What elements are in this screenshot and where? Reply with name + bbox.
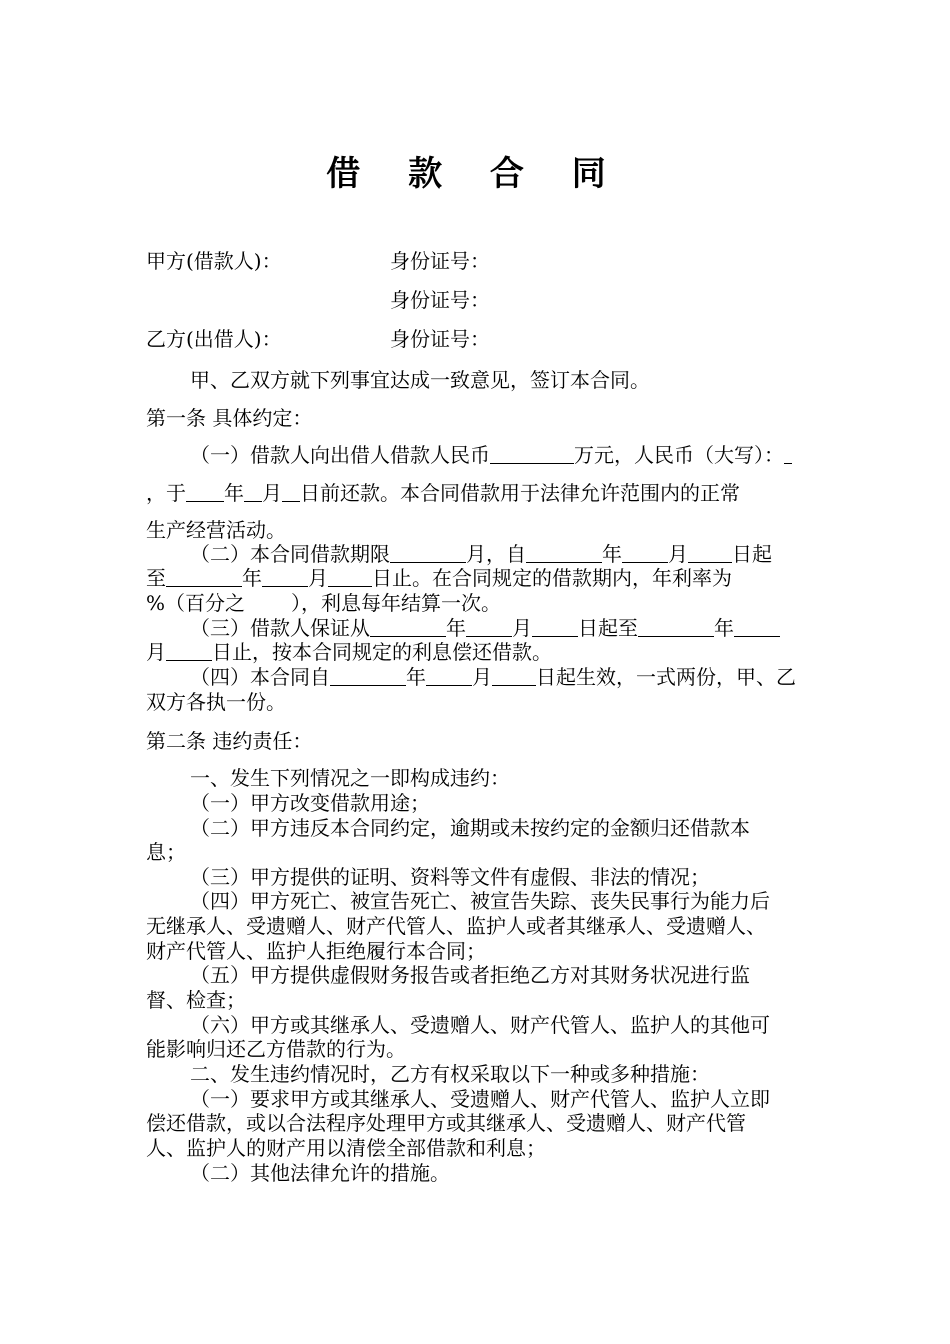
clause-2-line-1 xyxy=(190,542,772,566)
clause-text: 月 xyxy=(472,665,492,689)
year-blank xyxy=(166,568,242,587)
violation-item-4-line-1: （四）甲方死亡、被宣告死亡、被宣告失踪、丧失民事行为能力后 xyxy=(190,889,770,913)
clause-text: （一）借款人向出借人借款人民币 xyxy=(190,443,490,467)
clause-1-line-2 xyxy=(146,481,740,505)
month-blank xyxy=(466,618,512,637)
violation-intro: 一、发生下列情况之一即构成违约： xyxy=(190,766,510,790)
party-a-line xyxy=(146,249,282,273)
clause-text: 月 xyxy=(668,542,688,566)
violation-item-4-line-2: 无继承人、受遗赠人、财产代管人、监护人或者其继承人、受遗赠人、 xyxy=(146,914,766,938)
clause-2-line-3 xyxy=(146,591,501,615)
clause-text: 月 xyxy=(262,481,282,505)
clause-text: 年 xyxy=(224,481,244,505)
clause-4-line-1 xyxy=(190,665,796,689)
clause-3-line-2 xyxy=(146,640,552,664)
violation-item-6-line-2: 能影响归还乙方借款的行为。 xyxy=(146,1037,406,1061)
clause-text: （三）借款人保证从 xyxy=(190,616,370,640)
clause-text: 月 xyxy=(146,640,166,664)
clause-text: 万元，人民币（大写）： xyxy=(574,443,784,467)
party-b-label: 乙方(出借人)： xyxy=(146,327,282,351)
clause-text: 月，自 xyxy=(466,542,526,566)
clause-text: ，于 xyxy=(146,481,186,505)
month-blank xyxy=(426,667,472,686)
clause-text: 日止。在合同规定的借款期内，年利率为 xyxy=(372,566,732,590)
intro-paragraph: 甲、乙双方就下列事宜达成一致意见，签订本合同。 xyxy=(190,368,650,392)
remedy-intro: 二、发生违约情况时，乙方有权采取以下一种或多种措施： xyxy=(190,1062,710,1086)
year-blank xyxy=(186,483,224,502)
clause-1-line-3: 生产经营活动。 xyxy=(146,518,286,542)
day-blank xyxy=(688,544,732,563)
amount-blank xyxy=(490,445,574,464)
clause-text: 月 xyxy=(512,616,532,640)
clause-text: 年 xyxy=(602,542,622,566)
clause-1-line-1 xyxy=(190,443,792,467)
remedy-item-1-line-3: 人、监护人的财产用以清偿全部借款和利息； xyxy=(146,1136,546,1160)
year-blank xyxy=(370,618,446,637)
violation-item-2-line-2: 息； xyxy=(146,840,186,864)
clause-text: ），利息每年结算一次。 xyxy=(291,591,502,615)
id-number-label-1: 身份证号： xyxy=(390,249,490,273)
violation-item-6-line-1: （六）甲方或其继承人、受遗赠人、财产代管人、监护人的其他可 xyxy=(190,1013,770,1037)
clause-text: 年 xyxy=(714,616,734,640)
remedy-item-1-line-2: 偿还借款，或以合法程序处理甲方或其继承人、受遗赠人、财产代管 xyxy=(146,1111,746,1135)
clause-text: 月 xyxy=(308,566,328,590)
clause-text: 年 xyxy=(406,665,426,689)
violation-item-4-line-3: 财产代管人、监护人拒绝履行本合同； xyxy=(146,939,486,963)
month-blank xyxy=(262,568,308,587)
clause-text: 年 xyxy=(242,566,262,590)
article-1-heading: 第一条 具体约定： xyxy=(146,406,313,430)
clause-text: 年 xyxy=(446,616,466,640)
clause-text: （四）本合同自 xyxy=(190,665,330,689)
amount-words-blank xyxy=(784,445,792,464)
clause-3-line-1 xyxy=(190,616,780,640)
clause-2-line-2 xyxy=(146,566,732,590)
clause-text: %（百分之 xyxy=(146,591,246,615)
clause-text: 日止，按本合同规定的利息偿还借款。 xyxy=(212,640,552,664)
id-number-label-2: 身份证号： xyxy=(390,288,490,312)
article-2-heading: 第二条 违约责任： xyxy=(146,729,313,753)
day-blank xyxy=(492,667,536,686)
clause-text: 日起至 xyxy=(578,616,638,640)
month-blank xyxy=(244,483,262,502)
day-blank xyxy=(282,483,300,502)
id-number-label-3: 身份证号： xyxy=(390,327,490,351)
document-title: 借 款 合 同 xyxy=(326,154,624,194)
violation-item-3: （三）甲方提供的证明、资料等文件有虚假、非法的情况； xyxy=(190,865,710,889)
clause-text: 日前还款。本合同借款用于法律允许范围内的正常 xyxy=(300,481,740,505)
remedy-item-2: （二）其他法律允许的措施。 xyxy=(190,1161,450,1185)
clause-text: 至 xyxy=(146,566,166,590)
party-a-label: 甲方(借款人)： xyxy=(146,249,282,273)
day-blank xyxy=(328,568,372,587)
day-blank xyxy=(166,642,212,661)
year-blank xyxy=(638,618,714,637)
term-blank xyxy=(390,544,466,563)
clause-text: （二）本合同借款期限 xyxy=(190,542,390,566)
year-blank xyxy=(330,667,406,686)
violation-item-5-line-2: 督、检查； xyxy=(146,988,246,1012)
month-blank xyxy=(622,544,668,563)
clause-text: 日起 xyxy=(732,542,772,566)
day-blank xyxy=(532,618,578,637)
clause-text: 日起生效，一式两份，甲、乙 xyxy=(536,665,796,689)
year-blank xyxy=(526,544,602,563)
clause-4-line-2: 双方各执一份。 xyxy=(146,690,286,714)
remedy-item-1-line-1: （一）要求甲方或其继承人、受遗赠人、财产代管人、监护人立即 xyxy=(190,1087,770,1111)
violation-item-1: （一）甲方改变借款用途； xyxy=(190,791,430,815)
violation-item-5-line-1: （五）甲方提供虚假财务报告或者拒绝乙方对其财务状况进行监 xyxy=(190,963,750,987)
violation-item-2-line-1: （二）甲方违反本合同约定，逾期或未按约定的金额归还借款本 xyxy=(190,816,750,840)
month-blank xyxy=(734,618,780,637)
